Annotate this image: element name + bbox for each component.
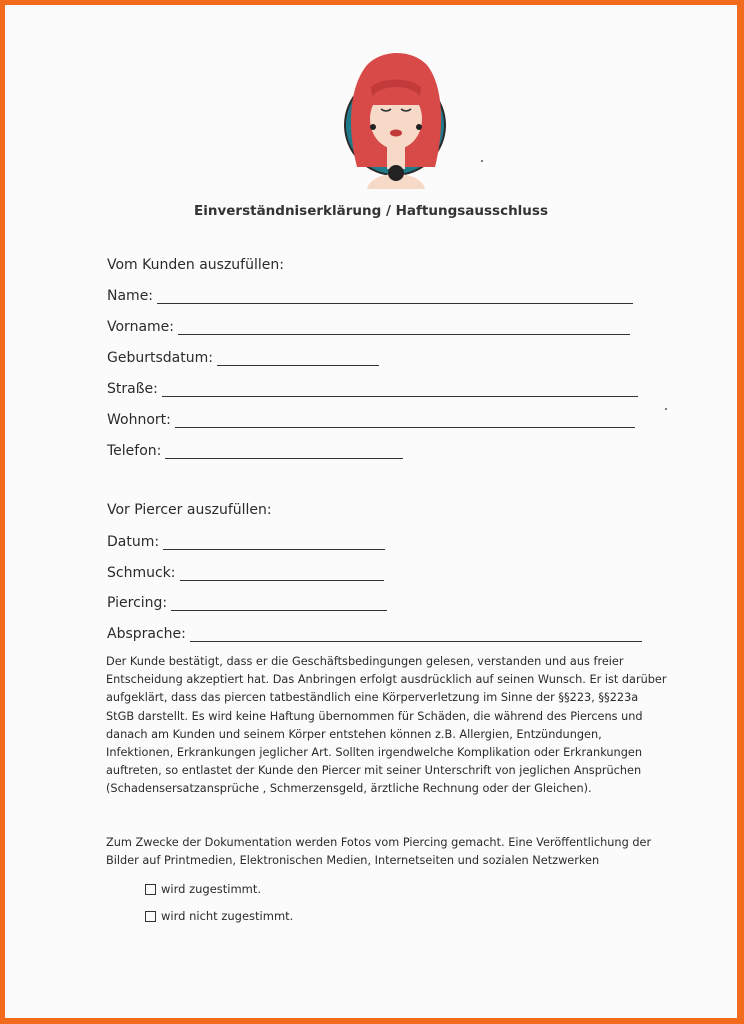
name-field[interactable]	[107, 288, 633, 304]
geburtsdatum-line[interactable]	[217, 351, 379, 366]
field-label: Geburtsdatum:	[107, 350, 213, 366]
paragraph-line: (Schadensersatzansprüche , Schmerzensgeld, ärztliche Rechnung oder der Gleichen).	[106, 782, 592, 796]
datum-line[interactable]	[163, 535, 385, 550]
geburtsdatum-field[interactable]	[107, 350, 379, 366]
schmuck-line[interactable]	[180, 566, 384, 581]
paragraph-line: StGB darstellt. Es wird keine Haftung übernommen für Schäden, die während des Piercens und	[106, 709, 643, 723]
speck	[665, 408, 667, 410]
consent-agree-option[interactable]	[145, 882, 261, 896]
piercer-logo-illustration	[337, 47, 455, 189]
disclaimer-paragraph	[106, 653, 666, 799]
field-label: Schmuck:	[107, 565, 176, 581]
paragraph-line: Bilder auf Printmedien, Elektronischen Medien, Internetseiten und sozialen Netzwerken	[106, 854, 600, 868]
schmuck-field[interactable]	[107, 565, 384, 581]
field-label: Wohnort:	[107, 412, 171, 428]
wohnort-field[interactable]	[107, 412, 635, 428]
speck	[481, 160, 483, 162]
paragraph-line: auftreten, so entlastet der Kunde den Piercer mit seiner Unterschrift von jeglichen Ansprüchen	[106, 764, 642, 778]
absprache-line[interactable]	[190, 627, 642, 642]
document-page	[5, 5, 737, 1018]
field-label: Name:	[107, 288, 154, 304]
agree-label: wird zugestimmt.	[161, 882, 262, 896]
piercer-section-heading: Vor Piercer auszufüllen:	[107, 502, 272, 518]
field-label: Straße:	[107, 381, 158, 397]
strasse-field[interactable]	[107, 381, 638, 397]
field-label: Datum:	[107, 534, 160, 550]
absprache-field[interactable]	[107, 626, 642, 642]
field-label: Piercing:	[107, 595, 168, 611]
document-title: Einverständniserklärung / Haftungsausschluss	[194, 203, 548, 219]
paragraph-line: Entscheidung akzeptiert hat. Das Anbringen erfolgt ausdrücklich auf seinen Wunsch. Er ist darüber	[106, 673, 667, 687]
vorname-field[interactable]	[107, 319, 630, 335]
field-label: Telefon:	[107, 443, 162, 459]
paragraph-line: Zum Zwecke der Dokumentation werden Fotos vom Piercing gemacht. Eine Veröffentlichung der	[106, 836, 652, 849]
paragraph-line: danach am Kunden und seinem Körper entstehen können z.B. Allergien, Entzündungen,	[106, 727, 602, 741]
datum-field[interactable]	[107, 534, 385, 550]
photo-consent-paragraph	[106, 834, 666, 870]
decline-label: wird nicht zugestimmt.	[161, 909, 294, 923]
field-label: Absprache:	[107, 626, 186, 642]
field-label: Vorname:	[107, 319, 174, 335]
piercing-line[interactable]	[171, 596, 387, 611]
paragraph-line: Infektionen, Erkrankungen jeglicher Art. Sollten irgendwelche Komplikation oder Erkrankungen	[106, 746, 642, 760]
customer-section-heading: Vom Kunden auszufüllen:	[107, 257, 284, 273]
telefon-field[interactable]	[107, 443, 403, 459]
paragraph-line: aufgeklärt, dass das piercen tatbeständlich eine Körperverletzung im Sinne der §§223, §§223a	[106, 691, 639, 705]
telefon-line[interactable]	[165, 444, 403, 459]
name-line[interactable]	[157, 289, 633, 304]
consent-decline-option[interactable]	[145, 909, 293, 923]
agree-checkbox[interactable]	[145, 884, 156, 895]
piercing-field[interactable]	[107, 595, 387, 611]
vorname-line[interactable]	[178, 320, 630, 335]
decline-checkbox[interactable]	[145, 911, 156, 922]
paragraph-line: Der Kunde bestätigt, dass er die Geschäftsbedingungen gelesen, verstanden und aus freier	[106, 655, 624, 668]
strasse-line[interactable]	[162, 382, 638, 397]
wohnort-line[interactable]	[175, 413, 635, 428]
